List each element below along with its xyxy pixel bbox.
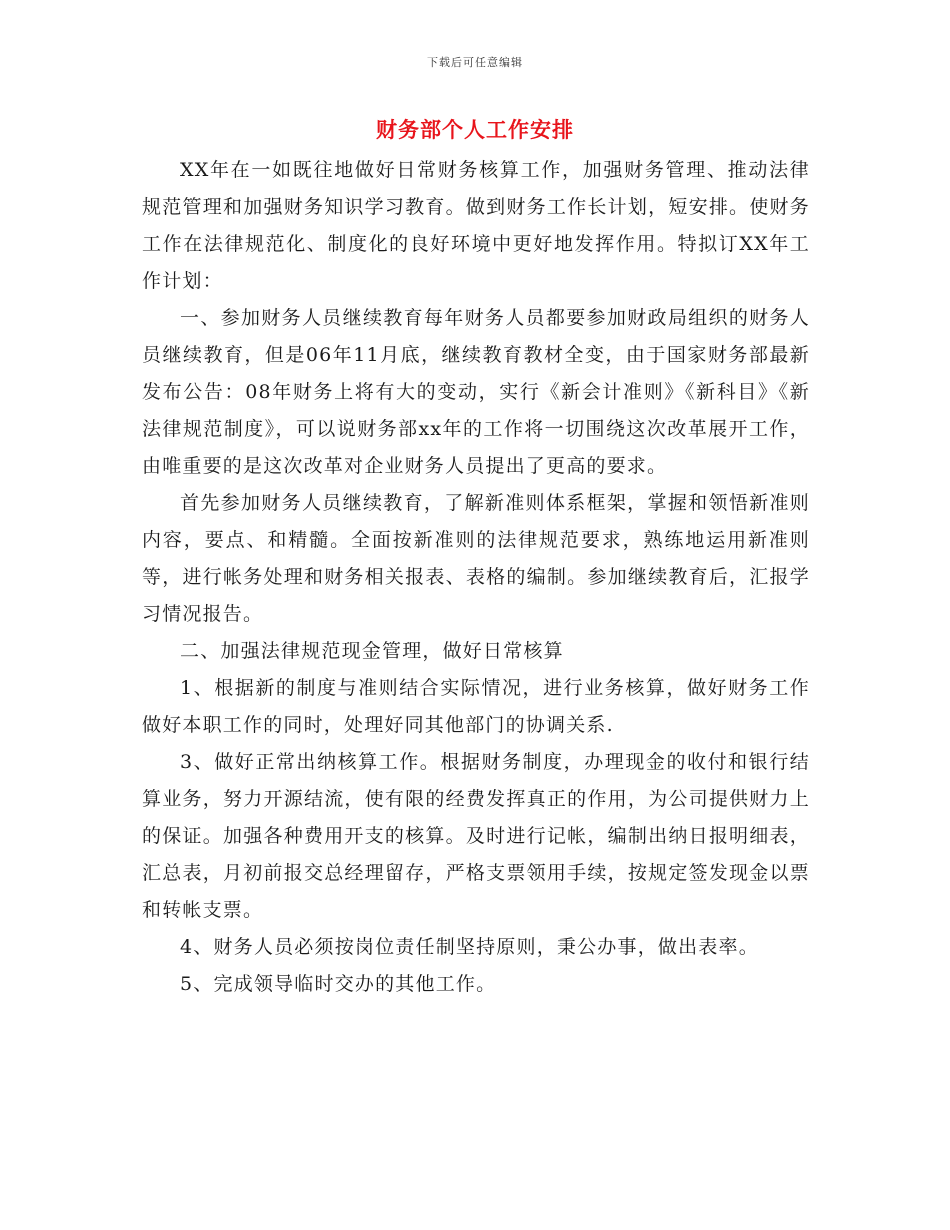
paragraph-section-1: 一、参加财务人员继续教育每年财务人员都要参加财政局组织的财务人员继续教育，但是06年11月底，继续教育教材全变，由于国家财务部最新发布公告：08年财务上将有大的变动，实行《新会计准则》《新科目》《新法律规范制度》，可以说财务部xx年的工作将一切围绕这次改革展开工作，由唯重要的是这次改革对企业财务人员提出了更高的要求。 bbox=[142, 307, 810, 477]
document-title: 财务部个人工作安排 bbox=[376, 117, 574, 142]
paragraph-item-4: 4、财务人员必须按岗位责任制坚持原则，秉公办事，做出表率。 bbox=[180, 936, 759, 958]
paragraph-section-2-heading: 二、加强法律规范现金管理，做好日常核算 bbox=[180, 640, 564, 662]
header-note: 下载后可任意编辑 bbox=[427, 56, 523, 69]
paragraph-item-1: 1、根据新的制度与准则结合实际情况，进行业务核算，做好财务工作做好本职工作的同时，处理好同其他部门的协调关系. bbox=[142, 677, 810, 736]
paragraph-item-5: 5、完成领导临时交办的其他工作。 bbox=[180, 973, 497, 995]
document-body bbox=[142, 152, 810, 1003]
paragraph-intro: XX年在一如既往地做好日常财务核算工作，加强财务管理、推动法律规范管理和加强财务知识学习教育。做到财务工作长计划，短安排。使财务工作在法律规范化、制度化的良好环境中更好地发挥作用。特拟订XX年工作计划： bbox=[142, 159, 810, 292]
paragraph-continuing-education: 首先参加财务人员继续教育，了解新准则体系框架，掌握和领悟新准则内容，要点、和精髓。全面按新准则的法律规范要求，熟练地运用新准则等，进行帐务处理和财务相关报表、表格的编制。参加继续教育后，汇报学习情况报告。 bbox=[142, 492, 810, 625]
paragraph-item-3: 3、做好正常出纳核算工作。根据财务制度，办理现金的收付和银行结算业务，努力开源结流，使有限的经费发挥真正的作用，为公司提供财力上的保证。加强各种费用开支的核算。及时进行记帐，编制出纳日报明细表，汇总表，月初前报交总经理留存，严格支票领用手续，按规定签发现金以票和转帐支票。 bbox=[142, 751, 810, 921]
